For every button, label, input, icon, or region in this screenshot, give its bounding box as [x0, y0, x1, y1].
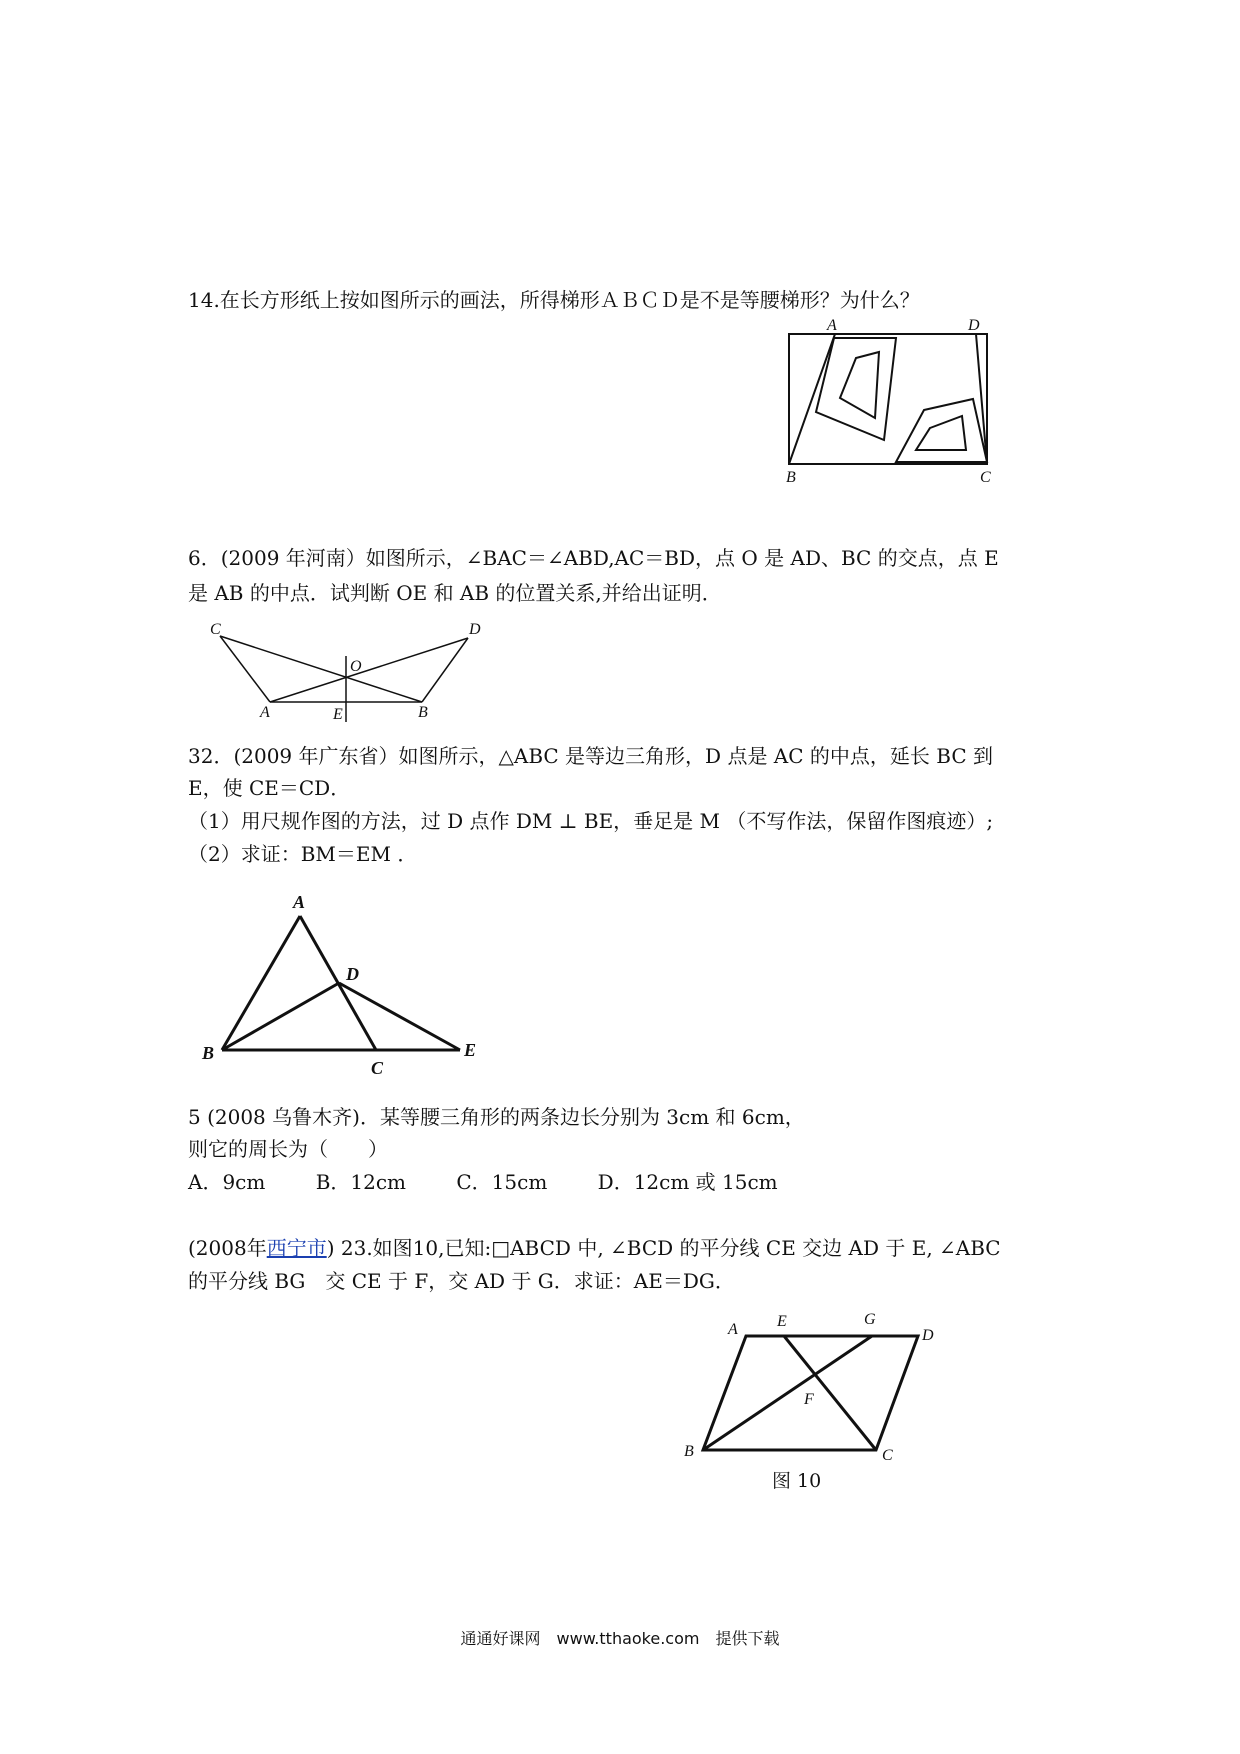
q14-text: 14.在长方形纸上按如图所示的画法，所得梯形ＡＢＣＤ是不是等腰梯形？为什么？	[188, 288, 920, 312]
q5-options	[188, 1166, 822, 1198]
segment-ca	[220, 636, 270, 702]
label-a: A	[728, 1321, 738, 1338]
q32-line2: E，使 CE＝CD．	[188, 776, 351, 800]
label-e: E	[333, 706, 343, 723]
label-a: A	[260, 704, 270, 721]
q23-figure	[676, 1300, 956, 1464]
label-c: C	[371, 1058, 384, 1078]
q6-line1: 6．(2009 年河南）如图所示，∠BAC＝∠ABD,AC＝BD，点 O 是 AD、BC 的交点，点 E	[188, 546, 999, 570]
label-c: C	[980, 469, 991, 486]
label-d: D	[469, 621, 481, 638]
label-e: E	[777, 1313, 787, 1330]
figure-caption: 图 10	[772, 1470, 822, 1492]
segment-db	[422, 638, 468, 702]
label-c: C	[210, 621, 221, 638]
option-d: D．12cm 或 15cm	[597, 1170, 778, 1194]
label-o: O	[350, 658, 362, 675]
segment-ce	[784, 1336, 876, 1450]
option-c: C．15cm	[456, 1170, 548, 1194]
q23-line1-rest: ) 23.如图10,已知:□ABCD 中, ∠BCD 的平分线 CE 交边 AD 于 E, ∠ABC	[326, 1236, 1001, 1260]
page-footer: 通通好课网 www.tthaoke.com 提供下载	[460, 1629, 780, 1648]
label-a: A	[827, 317, 837, 334]
q23-line1	[188, 1232, 1001, 1264]
xining-link[interactable]: 西宁市	[266, 1236, 327, 1260]
segment-bg	[703, 1336, 872, 1450]
q23-prefix: (2008年	[188, 1236, 267, 1260]
q23-line2: 的平分线 BG 交 CE 于 F，交 AD 于 G．求证：AE＝DG．	[188, 1269, 735, 1293]
q32-line4: （2）求证：BM＝EM ．	[188, 842, 418, 866]
label-a: A	[293, 892, 306, 912]
label-b: B	[202, 1043, 215, 1063]
label-d: D	[968, 317, 980, 334]
q6-line2: 是 AB 的中点．试判断 OE 和 AB 的位置关系,并给出证明．	[188, 581, 722, 605]
segment-bd	[222, 983, 339, 1050]
q5-line1: 5 (2008 乌鲁木齐)．某等腰三角形的两条边长分别为 3cm 和 6cm，	[188, 1105, 805, 1129]
q14-figure	[770, 316, 1000, 486]
label-d: D	[346, 964, 359, 984]
label-e: E	[464, 1040, 477, 1060]
option-b: B．12cm	[315, 1170, 407, 1194]
q6-figure	[200, 616, 490, 726]
label-d: D	[922, 1327, 934, 1344]
option-a: A．9cm	[188, 1170, 266, 1194]
q5-line2: 则它的周长为（ ）	[188, 1137, 388, 1161]
segment-cb	[220, 636, 422, 702]
label-b: B	[786, 469, 796, 486]
label-b: B	[418, 704, 428, 721]
segment-ab	[222, 916, 300, 1050]
label-b: B	[684, 1443, 694, 1460]
q32-line3: （1）用尺规作图的方法，过 D 点作 DM ⊥ BE，垂足是 M （不写作法，保留作图痕迹）;	[188, 809, 994, 833]
q32-figure	[196, 890, 496, 1080]
segment-da	[270, 638, 468, 702]
label-f: F	[804, 1391, 814, 1408]
label-g: G	[864, 1311, 876, 1328]
label-c: C	[882, 1447, 893, 1464]
q32-line1: 32．(2009 年广东省）如图所示，△ABC 是等边三角形，D 点是 AC 的中点，延长 BC 到	[188, 744, 993, 768]
